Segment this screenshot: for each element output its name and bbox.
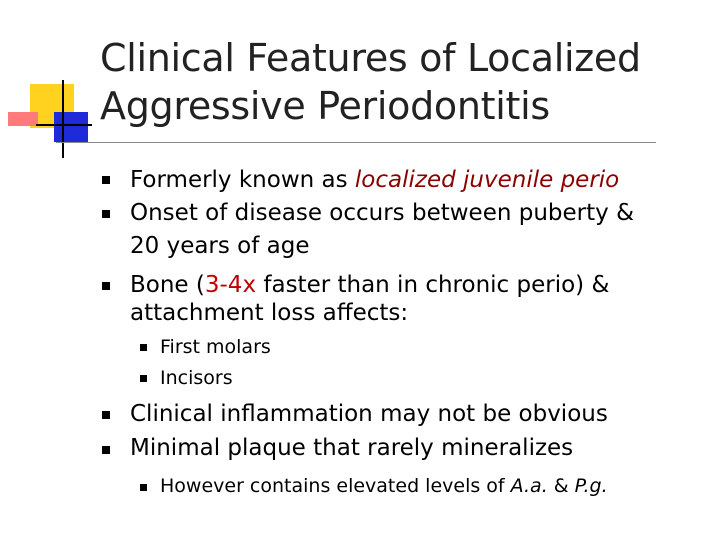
bullet-text: 20 years of age bbox=[130, 233, 310, 259]
bullet-marker bbox=[102, 210, 110, 218]
bullet-formerly-known bbox=[130, 164, 619, 197]
sub-bullet-first-molars bbox=[160, 332, 271, 362]
sub-bullet-text: However contains elevated levels of bbox=[160, 475, 511, 497]
bullet-text: Clinical inflammation may not be obvious bbox=[130, 401, 608, 427]
sub-bullet-elevated-levels bbox=[160, 471, 608, 501]
bullet-bone-loss-cont bbox=[130, 297, 408, 330]
highlight-rate: 3-4x bbox=[204, 272, 257, 298]
bullet-plaque bbox=[130, 432, 573, 465]
bullet-text: faster than in chronic perio) & bbox=[256, 272, 610, 298]
deco-blue-square bbox=[54, 112, 88, 142]
title-line-1: Clinical Features of Localized bbox=[100, 36, 641, 80]
sub-bullet-text: First molars bbox=[160, 336, 271, 358]
bullet-text: Formerly known as bbox=[130, 167, 355, 193]
title-line-2: Aggressive Periodontitis bbox=[100, 84, 550, 128]
highlight-term: localized juvenile perio bbox=[354, 167, 620, 193]
bullet-marker bbox=[102, 176, 110, 184]
bacteria-aa: A.a. bbox=[510, 475, 548, 497]
deco-red-square bbox=[8, 112, 38, 126]
bullet-text: Onset of disease occurs between puberty & bbox=[130, 200, 635, 226]
title-divider bbox=[56, 142, 656, 143]
sub-bullet-marker bbox=[140, 484, 147, 491]
sub-bullet-text: & bbox=[547, 475, 575, 497]
bullet-text: Bone ( bbox=[130, 272, 205, 298]
bullet-onset bbox=[130, 197, 634, 230]
sub-bullet-incisors bbox=[160, 363, 233, 393]
bullet-onset-cont bbox=[130, 230, 310, 263]
bullet-marker bbox=[102, 282, 110, 290]
bacteria-pg: P.g. bbox=[574, 475, 608, 497]
deco-horizontal-line bbox=[36, 124, 92, 126]
bullet-marker bbox=[102, 411, 110, 419]
sub-bullet-text: Incisors bbox=[160, 367, 233, 389]
bullet-inflammation bbox=[130, 398, 608, 431]
bullet-text: attachment loss affects: bbox=[130, 300, 409, 326]
slide-title bbox=[100, 34, 700, 130]
deco-vertical-line bbox=[62, 80, 64, 158]
sub-bullet-marker bbox=[140, 375, 147, 382]
sub-bullet-marker bbox=[140, 344, 147, 351]
bullet-marker bbox=[102, 446, 110, 454]
bullet-text: Minimal plaque that rarely mineralizes bbox=[130, 435, 574, 461]
